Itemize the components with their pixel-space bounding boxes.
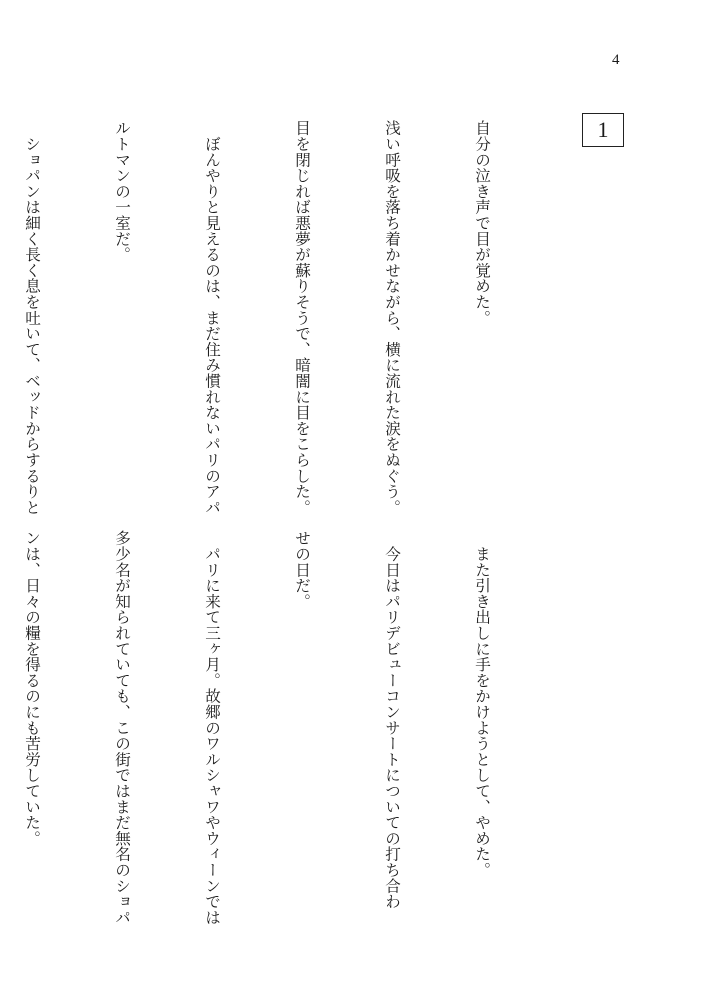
text-column: ンは、日々の糧を得るのにも苦労していた。 — [23, 530, 41, 846]
lower-text-block — [0, 530, 557, 930]
text-column: 目を閉じれば悪夢が蘇りそうで、暗闇に目をこらした。 — [293, 120, 311, 515]
text-column: 今日はパリデビューコンサートについての打ち合わ — [383, 530, 401, 910]
text-column: ぼんやりと見えるのは、まだ住み慣れないパリのアパ — [203, 120, 221, 515]
text-column: ルトマンの一室だ。 — [113, 120, 131, 263]
text-column: せの日だ。 — [293, 530, 311, 609]
text-column: 自分の泣き声で目が覚めた。 — [473, 120, 491, 326]
chapter-number: 1 — [597, 117, 609, 142]
upper-text-block — [0, 120, 557, 515]
chapter-number-box — [582, 113, 624, 147]
page-number: 4 — [612, 52, 620, 68]
text-column: ショパンは細く長く息を吐いて、ベッドからするりと — [23, 120, 41, 515]
text-column: また引き出しに手をかけようとして、やめた。 — [473, 530, 491, 878]
text-column: 浅い呼吸を落ち着かせながら、横に流れた涙をぬぐう。 — [383, 120, 401, 515]
text-column: パリに来て三ヶ月。故郷のワルシャワやウィーンでは — [203, 530, 221, 925]
text-column: 多少名が知られていても、この街ではまだ無名のショパ — [113, 530, 131, 925]
